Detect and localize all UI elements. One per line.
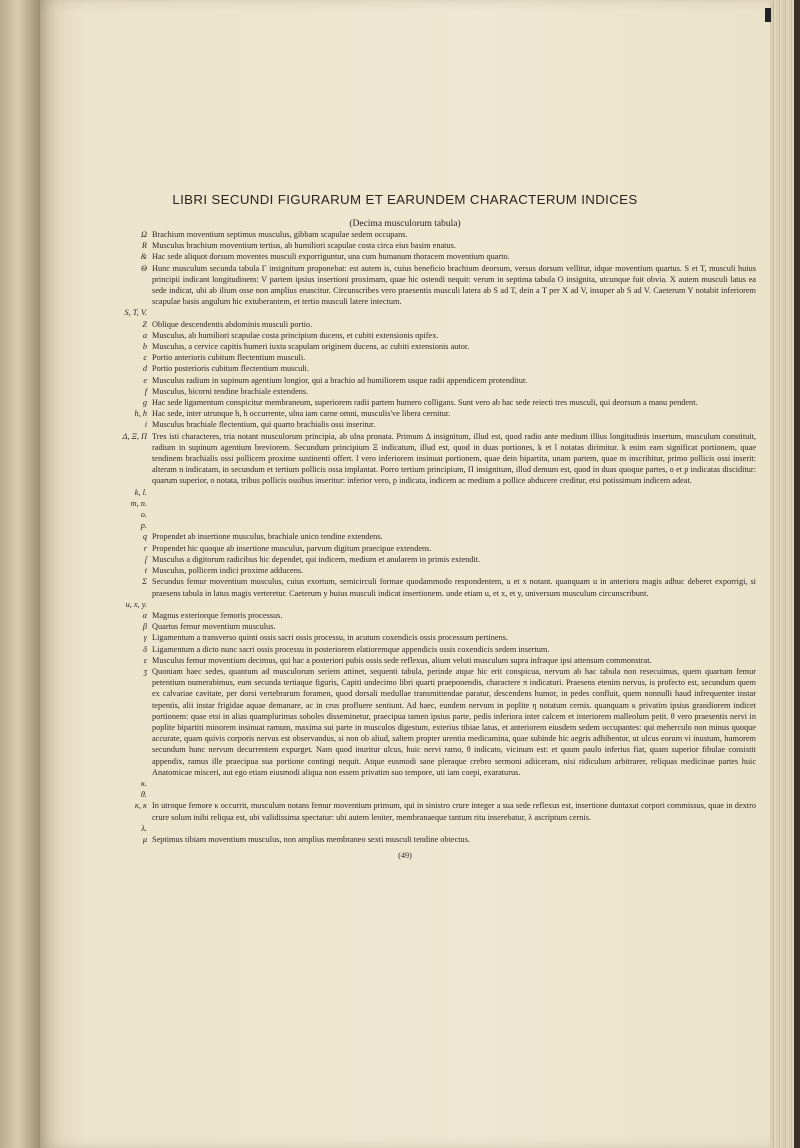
entry-text: Musculus, pollicem indici proxime adducens. [152, 566, 304, 576]
entry-label: d [142, 364, 147, 374]
entry-label: α [142, 610, 147, 620]
entry-label: m, n. [130, 498, 147, 508]
entry-text [152, 520, 756, 531]
index-entry [80, 419, 756, 430]
page-number: (49) [398, 851, 412, 860]
entry-label: & [140, 252, 147, 262]
entry-text: Propendet hic quoque ab insertione musculus, parvum digitum praecipue extendens. [152, 543, 432, 553]
index-entry [80, 610, 756, 621]
entry-label: q [142, 532, 147, 542]
entry-label: h, h [134, 409, 147, 419]
entry-label: ε [143, 655, 147, 665]
index-entry [80, 263, 756, 308]
entry-label: κ. [140, 778, 147, 788]
entry-text: Musculus femur moventium decimus, qui hac a posteriori pubis ossis sede reflexus, alium veluti musculum supra infraque ipsi attensum commonstrat. [152, 655, 652, 665]
entry-text: Brachium moventium septimus musculus, gibbam scapulae sedem occupans. [152, 230, 408, 239]
entry-label: μ [142, 834, 147, 844]
index-entry [80, 386, 756, 397]
entry-label: u, x, y. [125, 599, 147, 609]
index-entry [80, 319, 756, 330]
index-entry [80, 565, 756, 576]
entry-label: c [143, 353, 147, 363]
entry-label: β [142, 622, 147, 632]
index-entry [80, 240, 756, 251]
entry-text: Oblique descendentis abdominis musculi portio. [152, 319, 313, 329]
index-entry [80, 834, 756, 845]
entry-text [152, 823, 756, 834]
entry-text: Ligamentum a dicto nunc sacri ossis processu in posteriorem elatioremque appendicis ossis coxendicis sedem insertum. [152, 644, 550, 654]
entry-text: Portio posterioris cubitum flectentium musculi. [152, 364, 309, 374]
index-entry [80, 823, 756, 834]
entry-text [152, 509, 756, 520]
entry-text: Musculus, a cervice capitis humeri iuxta scapulam originem ducens, ac cubiti extensionis autor. [152, 342, 470, 352]
entry-text: Hac sede aliquot dorsum moventes musculi exporriguntur, una cum humanum thoracem moventium quarto. [152, 252, 510, 262]
page-title: LIBRI SECUNDI FIGURARUM ET EARUNDEM CHARACTERUM INDICES [172, 192, 638, 207]
entry-label: Θ [141, 263, 147, 273]
entry-label: γ [143, 633, 147, 643]
entry-text: Hunc musculum secunda tabula Γ insignitum proponebat: est autem is, cuius beneficio brachium deorsum, versus dorsum vellitur, idque moventium quartus. S et T, musculi huius principii indicant longitudinem: V partem ipsius insertioni proximam, quae hic ostendi nequit: verum in septima tabula O insignita, utcunque fuit obvia. X autem musculi latus ea sede indicat, ubi ab ilium osse non amplius enascitur. Circunscribes vero praesentis musculi latera ab S ad T, dein a T per X ad V, insuper ab S ad V. Caeterum Y notabit inferiorem scapulae basis angulum hic extuberantem, et tertio musculi latere intectum. [152, 263, 756, 307]
index-entry [80, 251, 756, 262]
index-entry [80, 554, 756, 565]
entry-label: Z [142, 319, 147, 329]
entry-text: Musculus, bicorni tendine brachiale extendens. [152, 386, 309, 396]
entry-text: Tres isti characteres, tria notant musculorum principia, ab ulna pronata. Primum Δ insignitum, illud est, quod radio ante medium illius longitudinis insertum, musculum constituit, radium in supinum agentium breviorem. Secundum principium Ξ indicatum, illud est, quod in duas portiones, k et l notatas dirimitur. k enim eam significat portionem, quae tendinem brachialis ossi pollicem proxime sustinenti offert. l vero inferiorem insinuat portionem, quae dein bipartita, unam partem, quae m inscribitur, primo pollicis ossi inserit: alteram n indicatam, in secundum et tertium pollicis ossa implantat. Porro tertium principium, Π insignitum, illud demum est, quod in duas quoque partes, o et p indicatas disciditur: quarum superior, o notata, tribus pollicis ossibus inseritur: inferior vero, p indicata, indicem ac medium a pollice abducere creditur, etsi potissimum indicem adeat. [152, 431, 756, 486]
entry-label: e [143, 375, 147, 385]
entry-label: κ, κ [134, 801, 147, 811]
entry-label: Σ [142, 577, 147, 587]
entry-label: p. [140, 521, 147, 531]
index-entry [80, 621, 756, 632]
entry-label: ſ [144, 554, 147, 564]
entry-text: Quoniam haec sedes, quantum ad musculorum seriem attinet, sequenti tabula, perinde atque hic erit conspicua, nervum ab hac tabula non resecuimus, quem quartum femur petentium numerabimus, eum secunda tertiaque figuris, Capiti undecimo libri quarti praeponendis, charactere π indicaturi. Praesens etenim nervus, is profecto est, secundum quem ex calvariae cavitate, per dorsi vertebrarum foramen, quod dorsali medullae transmittendae paratur, descendens humor, in pedes confluit, quem nonnulli haud infrequenter instar tepentis, alii instar frigidae aquae demanare, ac in crus profluere sentiunt. Ad haec, eundem nervum in poplite η notatum cernis. quanquam κ privatim ipsius grandiorem indicet portionem: quae etsi in alias quamplurimas soboles disseminetur, praecipua tamen ipsius parte, pedis inferiora inter calcem et interiorem malleolum petit. θ vero praesentis nervi in poplite bipartiti minorem insinuat ramum, maxima sui parte in musculos digestum, exterius tibiae latus, et anteriorem eiusdem sedem occupantes: qui meherculo non minus quoque accurate, quam quivis corporis nervus est observandus, si non ob aliud, saltem propter urentia medicamina, quae subinde hic aegris adhibentur, ut ulcus eorum vi inustum, humorem secundum hunc nervum decurrentem expurget. Nam quod inuritur ulcus, huic nervi ramo, θ indicato, vicinum est: et quum paulo inferius fiat, quam superior fibulae consistit appendix, ramus ille praecipua sua portione contingi nequit. Atque eusmodi sane pleraque crebro sermoni adiiceram, nisi ridiculum arbitrarer, reliquas medicinae partes huic Anatomicae misceri, aut ego etiam eiusmodi aliqua non essem privatim suo tempore, uti iam coepi, exaraturus. [152, 666, 756, 777]
entry-label: b [142, 342, 147, 352]
index-entry [80, 800, 756, 822]
entry-label: ʒ [143, 666, 147, 676]
entry-text [152, 599, 756, 610]
entry-text: Musculus a digitorum radicibus hic dependet, qui indicem, medium et anularem in primis extendit. [152, 554, 481, 564]
index-entry [80, 431, 756, 487]
index-entry [80, 655, 756, 666]
index-entry [80, 520, 756, 531]
index-entry [80, 307, 756, 318]
entry-text: Musculus, ab humiliori scapulae costa principium ducens, et cubiti extensionis opifex. [152, 330, 439, 340]
entry-text: Hac sede, inter utrunque h, h occurrente, ulna iam carne omni, musculis've libera cernitur. [152, 409, 451, 419]
entry-label: f [144, 386, 147, 396]
book-page [40, 0, 770, 1148]
entry-label: S, T, V. [124, 308, 147, 318]
entry-text [152, 778, 756, 789]
bookmark-tab [765, 8, 771, 22]
entry-text: Portio anterioris cubitum flectentium musculi. [152, 353, 306, 363]
entry-text: Secundus femur moventium musculus, cuius exortum, semicirculi formae quodammodo respondentem, u et x notant. quanquam u in anteriora magis adhuc deberet exporrigi, si praesens tabula in latus magis verteretur. Caeterum y huius musculi indicat insertionem. unde etiam u, et x, et y, universum musculum circunscribunt. [152, 577, 756, 598]
index-entry [80, 375, 756, 386]
entry-text: Musculus brachiale flectentium, qui quarto brachialis ossi inseritur. [152, 420, 376, 430]
entry-label: o. [140, 510, 147, 520]
entry-text: Quartus femur moventium musculus. [152, 622, 276, 632]
index-entry [80, 789, 756, 800]
entry-label: g [142, 398, 147, 408]
index-entry [80, 666, 756, 778]
facing-page-edge [0, 0, 40, 1148]
entry-label: Ω [141, 230, 147, 239]
entry-text [152, 487, 756, 498]
index-entry [80, 543, 756, 554]
index-entry [80, 778, 756, 789]
entry-text: Ligamentum a transverso quinti ossis sacri ossis processu, in acutum coxendicis ossis processum pertinens. [152, 633, 509, 643]
entry-text: Propendet ab insertione musculus, brachiale unico tendine extendens. [152, 532, 383, 542]
entry-label: θ. [140, 790, 147, 800]
index-entry [80, 408, 756, 419]
index-entry [80, 509, 756, 520]
entry-label: k, l. [134, 487, 147, 497]
entry-text: Magnus exteriorque femoris processus. [152, 610, 283, 620]
index-entry [80, 644, 756, 655]
entry-text [152, 789, 756, 800]
entry-label: λ. [141, 823, 147, 833]
index-entry [80, 397, 756, 408]
entry-label: i [144, 420, 147, 430]
entry-text: Hac sede ligamentum conspicitur membraneum, superiorem radii partem humero colligans. Sunt vero ab hac sede reiecti tres musculi, qui deorsum a manu pendent. [152, 398, 698, 408]
entry-label: R [141, 241, 147, 251]
index-entry [80, 576, 756, 598]
entry-label: r [143, 543, 147, 553]
page-subtitle: (Decima musculorum tabula) [349, 219, 461, 229]
entry-label: a [142, 330, 147, 340]
entry-label: t [144, 566, 147, 576]
index-entry [80, 487, 756, 498]
index-entry [80, 363, 756, 374]
entry-text [152, 498, 756, 509]
index-entry [80, 341, 756, 352]
index-entry [80, 229, 756, 240]
index-entry [80, 632, 756, 643]
index-entry [80, 330, 756, 341]
index-entry [80, 599, 756, 610]
entry-label: Δ, Ξ, Π [122, 431, 147, 441]
entry-text: Septimus tibiam moventium musculus, non amplius membraneo sexti musculi tendine obtectus. [152, 834, 471, 844]
entry-text: Musculus radium in supinum agentium longior, qui a brachio ad humiliorem usque radii appendicem protenditur. [152, 375, 528, 385]
index-entry [80, 498, 756, 509]
entry-text [152, 307, 756, 318]
page-stack-edges [770, 0, 800, 1148]
index-entry [80, 531, 756, 542]
entry-label: δ [143, 644, 147, 654]
index-entry-list [80, 229, 756, 845]
entry-text: In utroque femore κ occurrit, musculum notans femur moventium primum, qui in sinistro crure integer a sua sede reflexus est, insertione duntaxat corpori commissus, quae in dextro crure solum inibi reliqua est, ubi validissima spectatur: ubi autem leniter, membranaeque tantum ritu inserebatur, λ ascriptum cernis. [152, 801, 756, 822]
index-entry [80, 352, 756, 363]
entry-text: Musculus brachium moventium tertius, ab humiliori scapulae costa circa eius basim enatus. [152, 241, 456, 251]
